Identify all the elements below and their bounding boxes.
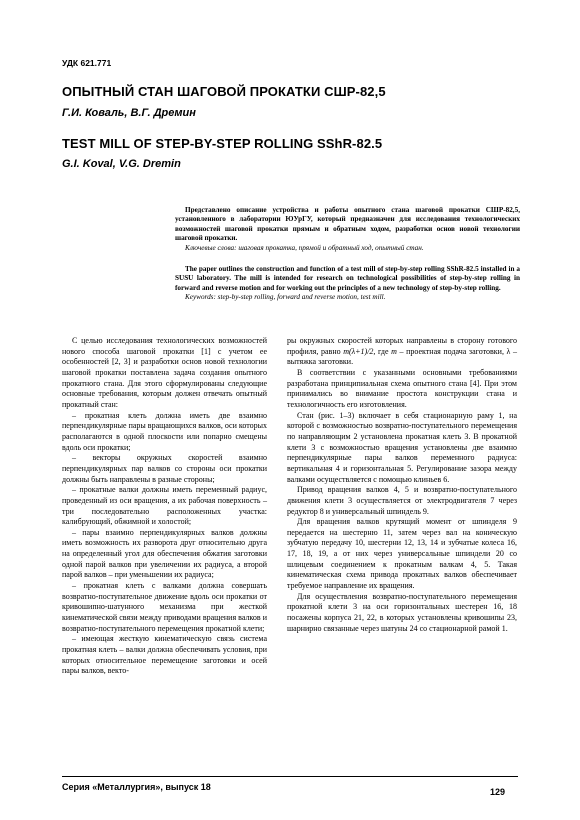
paragraph: Привод вращения валков 4, 5 и возвратно-поступательного движения клети 3 осуществляется от электродвигателя 7 через редуктор 8 и универсальный шпиндель 9. bbox=[287, 485, 517, 516]
variable-m: m bbox=[391, 346, 397, 356]
footer-series: Серия «Металлургия», выпуск 18 bbox=[62, 782, 211, 792]
abstract-ru-body: Представлено описание устройства и работы опытного стана шаговой прокатки СШР-82,5, установленного в лаборатории ЮУрГУ, который предназначен для исследования технологических возможностей шаговой прокатки прямым и обратным ходом, разработки основ новой технологии шаговой прокатки. bbox=[175, 206, 520, 243]
paragraph: – прокатная клеть должна иметь две взаимно перпендикулярные пары вращающихся валков, оси которых располагаются в одной плоскости или попарно смещены вдоль оси прокатки; bbox=[62, 410, 267, 452]
keywords-en: Keywords: step-by-step rolling, forward and reverse motion, test mill. bbox=[185, 293, 386, 302]
text-span: , где bbox=[373, 346, 392, 356]
paragraph: – векторы окружных скоростей взаимно перпендикулярных пар валков со стороны оси прокатки должны быть направлены в разные стороны; bbox=[62, 453, 267, 484]
title-en: TEST MILL OF STEP-BY-STEP ROLLING SShR-82.5 bbox=[62, 136, 383, 151]
abstract-ru bbox=[175, 206, 520, 253]
paragraph-continued bbox=[287, 336, 517, 368]
paragraph: – пары взаимно перпендикулярных валков должны иметь возможность их разворота друг относительно друга на определенный угол для обеспечения обжатия заготовки одной парой валков при увеличении их радиуса, а второй парой валков – при уменьшении их радиуса; bbox=[62, 527, 267, 580]
text-span: – проектная подача заготовки, λ – вытяжка заготовки. bbox=[287, 346, 518, 367]
paragraph: Стан (рис. 1–3) включает в себя стационарную раму 1, на которой с возможностью возвратно-поступательного перемещения по направляющим 2 установлена прокатная клеть 3. В прокатной клети 3 с возможностью вращения установлены две взаимно перпендикулярные пары валков переменного радиуса: вертикальная 4 и горизонтальная 5. Регулирование зазора между валками осуществляется с помощью клиньев 6. bbox=[287, 410, 517, 484]
right-column bbox=[287, 336, 517, 634]
abstract-en bbox=[175, 265, 520, 303]
paragraph: Для вращения валков крутящий момент от шпинделя 9 передается на шестерню 11, затем через вал на коническую зубчатую передачу 10, шестерни 12, 13, 14 и зубчатые колеса 16, 17, 18, 19, а от них через универсальные шпиндели 20 со шлицевым соединением к прокатным валкам 4, 5. Такая кинематическая схема привода прокатных валков обеспечивает требуемое направление их вращения. bbox=[287, 517, 517, 591]
left-column bbox=[62, 336, 267, 677]
paragraph: – прокатные валки должны иметь переменный радиус, проведенный из оси вращения, а их рабочая поверхность – три последовательно расположенных участка: калибрующий, обжимной и холостой; bbox=[62, 485, 267, 527]
formula: m(λ+1)/2 bbox=[343, 346, 374, 356]
title-ru: ОПЫТНЫЙ СТАН ШАГОВОЙ ПРОКАТКИ СШР-82,5 bbox=[62, 84, 386, 99]
text-span: ры окружных скоростей которых направлены в сторону готового профиля, равно bbox=[287, 336, 517, 356]
paragraph: – имеющая жесткую кинематическую связь система прокатная клеть – валки должна обеспечивать условия, при которых относительное перемещение заготовки и осей пары валков, векто- bbox=[62, 634, 267, 676]
paragraph: Для осуществления возвратно-поступательного перемещения прокатной клети 3 на оси горизонтальных шестерен 16, 18 посажены корпуса 21, 22, в которых установлены кривошипы 23, шарнирно связанные через шатуны 24 со стационарной рамой 1. bbox=[287, 591, 517, 633]
page-number: 129 bbox=[490, 787, 506, 797]
udk-code: УДК 621.771 bbox=[62, 58, 112, 68]
paragraph: С целью исследования технологических возможностей нового способа шаговой прокатки [1] с учетом ее особенностей [2, 3] и разработки основ новой технологии шаговой прокатки поставлена задача создания опытного прокатного стана. Для этого сформулированы следующие основные требования, которым должен отвечать опытный прокатный стан: bbox=[62, 336, 267, 409]
keywords-ru: Ключевые слова: шаговая прокатка, прямой и обратный ход, опытный стан. bbox=[185, 243, 424, 252]
paragraph: В соответствии с указанными основными требованиями разработана принципиальная схема опытного стана [4]. При этом принимались во внимание простота конструкции стана и технологичность его изготовления. bbox=[287, 367, 517, 409]
abstract-en-body: The paper outlines the construction and function of a test mill of step-by-step rolling SShR-82.5 installed in a SUSU laboratory. The mill is intended for research on technological possibilities of step-by-step rolling in forward and reverse motion and for working out the principles of a new technology of step-by-step rolling. bbox=[175, 265, 520, 292]
authors-en: G.I. Koval, V.G. Dremin bbox=[62, 158, 181, 170]
footer-rule bbox=[62, 776, 518, 777]
paragraph: – прокатная клеть с валками должна совершать возвратно-поступательное движение вдоль оси прокатки от кривошипно-шатунного механизма при жесткой кинематической связи между приводами вращения валков и возвратно-поступательного перемещения прокатной клети; bbox=[62, 581, 267, 633]
authors-ru: Г.И. Коваль, В.Г. Дремин bbox=[62, 107, 196, 119]
